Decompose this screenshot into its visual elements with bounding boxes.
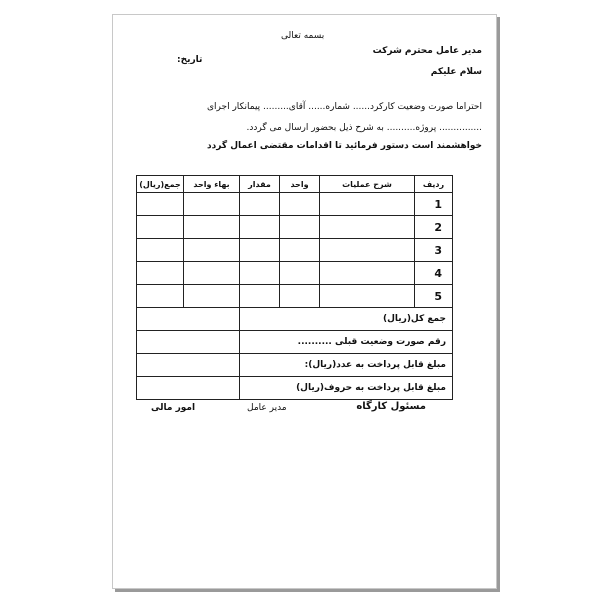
greeting-line: سلام علیکم <box>430 67 482 77</box>
table-cell <box>280 285 320 308</box>
table-row <box>137 285 453 308</box>
col-unit: واحد <box>280 176 320 193</box>
table-cell <box>137 262 184 285</box>
work-items-table <box>136 175 453 400</box>
summary-row-amount-words <box>137 377 453 400</box>
table-row <box>137 262 453 285</box>
col-total: جمع(ریال) <box>137 176 184 193</box>
table-cell <box>137 193 184 216</box>
table-cell <box>320 216 415 239</box>
table-cell <box>280 193 320 216</box>
col-quantity: مقدار <box>240 176 280 193</box>
col-unit-price: بهاء واحد <box>184 176 240 193</box>
table-cell <box>184 239 240 262</box>
col-row-number: ردیف <box>415 176 453 193</box>
table-cell <box>320 193 415 216</box>
table-cell <box>137 285 184 308</box>
bismillah-header: بسمه تعالی <box>281 31 325 41</box>
table-cell <box>137 239 184 262</box>
table-cell <box>184 216 240 239</box>
signature-site-manager: مسئول کارگاه <box>356 401 426 412</box>
table-cell <box>184 193 240 216</box>
table-row <box>137 216 453 239</box>
form-page <box>112 14 497 589</box>
date-label: تاریخ: <box>177 55 203 65</box>
summary-label: مبلغ قابل پرداخت به عدد(ریال): <box>240 354 453 377</box>
row-number: 3 <box>415 239 453 262</box>
row-number: 1 <box>415 193 453 216</box>
table-row <box>137 193 453 216</box>
summary-value <box>137 377 240 400</box>
table-cell <box>240 216 280 239</box>
summary-value <box>137 331 240 354</box>
body-line-3: خواهشمند است دستور فرمائید تا اقدامات مقتضی اعمال گردد <box>207 141 482 151</box>
signature-finance: امور مالی <box>151 403 196 413</box>
summary-value <box>137 308 240 331</box>
table-cell <box>320 262 415 285</box>
table-row <box>137 239 453 262</box>
summary-row-total <box>137 308 453 331</box>
summary-label: جمع کل(ریال) <box>240 308 453 331</box>
table-cell <box>137 216 184 239</box>
table-cell <box>240 193 280 216</box>
signature-ceo: مدیر عامل <box>247 403 287 413</box>
body-line-1: احتراما صورت وضعیت کارکرد...... شماره...... آقای......... پیمانکار اجرای <box>207 102 482 112</box>
summary-label: رقم صورت وضعیت قبلی .......... <box>240 331 453 354</box>
col-description: شرح عملیات <box>320 176 415 193</box>
table-cell <box>240 262 280 285</box>
table-cell <box>280 239 320 262</box>
table-cell <box>280 262 320 285</box>
table-cell <box>184 285 240 308</box>
summary-row-previous <box>137 331 453 354</box>
row-number: 2 <box>415 216 453 239</box>
table-cell <box>320 285 415 308</box>
summary-row-amount-number <box>137 354 453 377</box>
row-number: 5 <box>415 285 453 308</box>
addressee-line: مدیر عامل محترم شرکت <box>372 46 482 56</box>
table-cell <box>184 262 240 285</box>
table-cell <box>240 285 280 308</box>
table-cell <box>320 239 415 262</box>
summary-label: مبلغ قابل پرداخت به حروف(ریال) <box>240 377 453 400</box>
table-cell <box>280 216 320 239</box>
table-cell <box>240 239 280 262</box>
summary-value <box>137 354 240 377</box>
row-number: 4 <box>415 262 453 285</box>
body-line-2: ............... پروژه.......... به شرح ذیل بحضور ارسال می گردد. <box>246 123 482 133</box>
table-header-row <box>137 176 453 193</box>
